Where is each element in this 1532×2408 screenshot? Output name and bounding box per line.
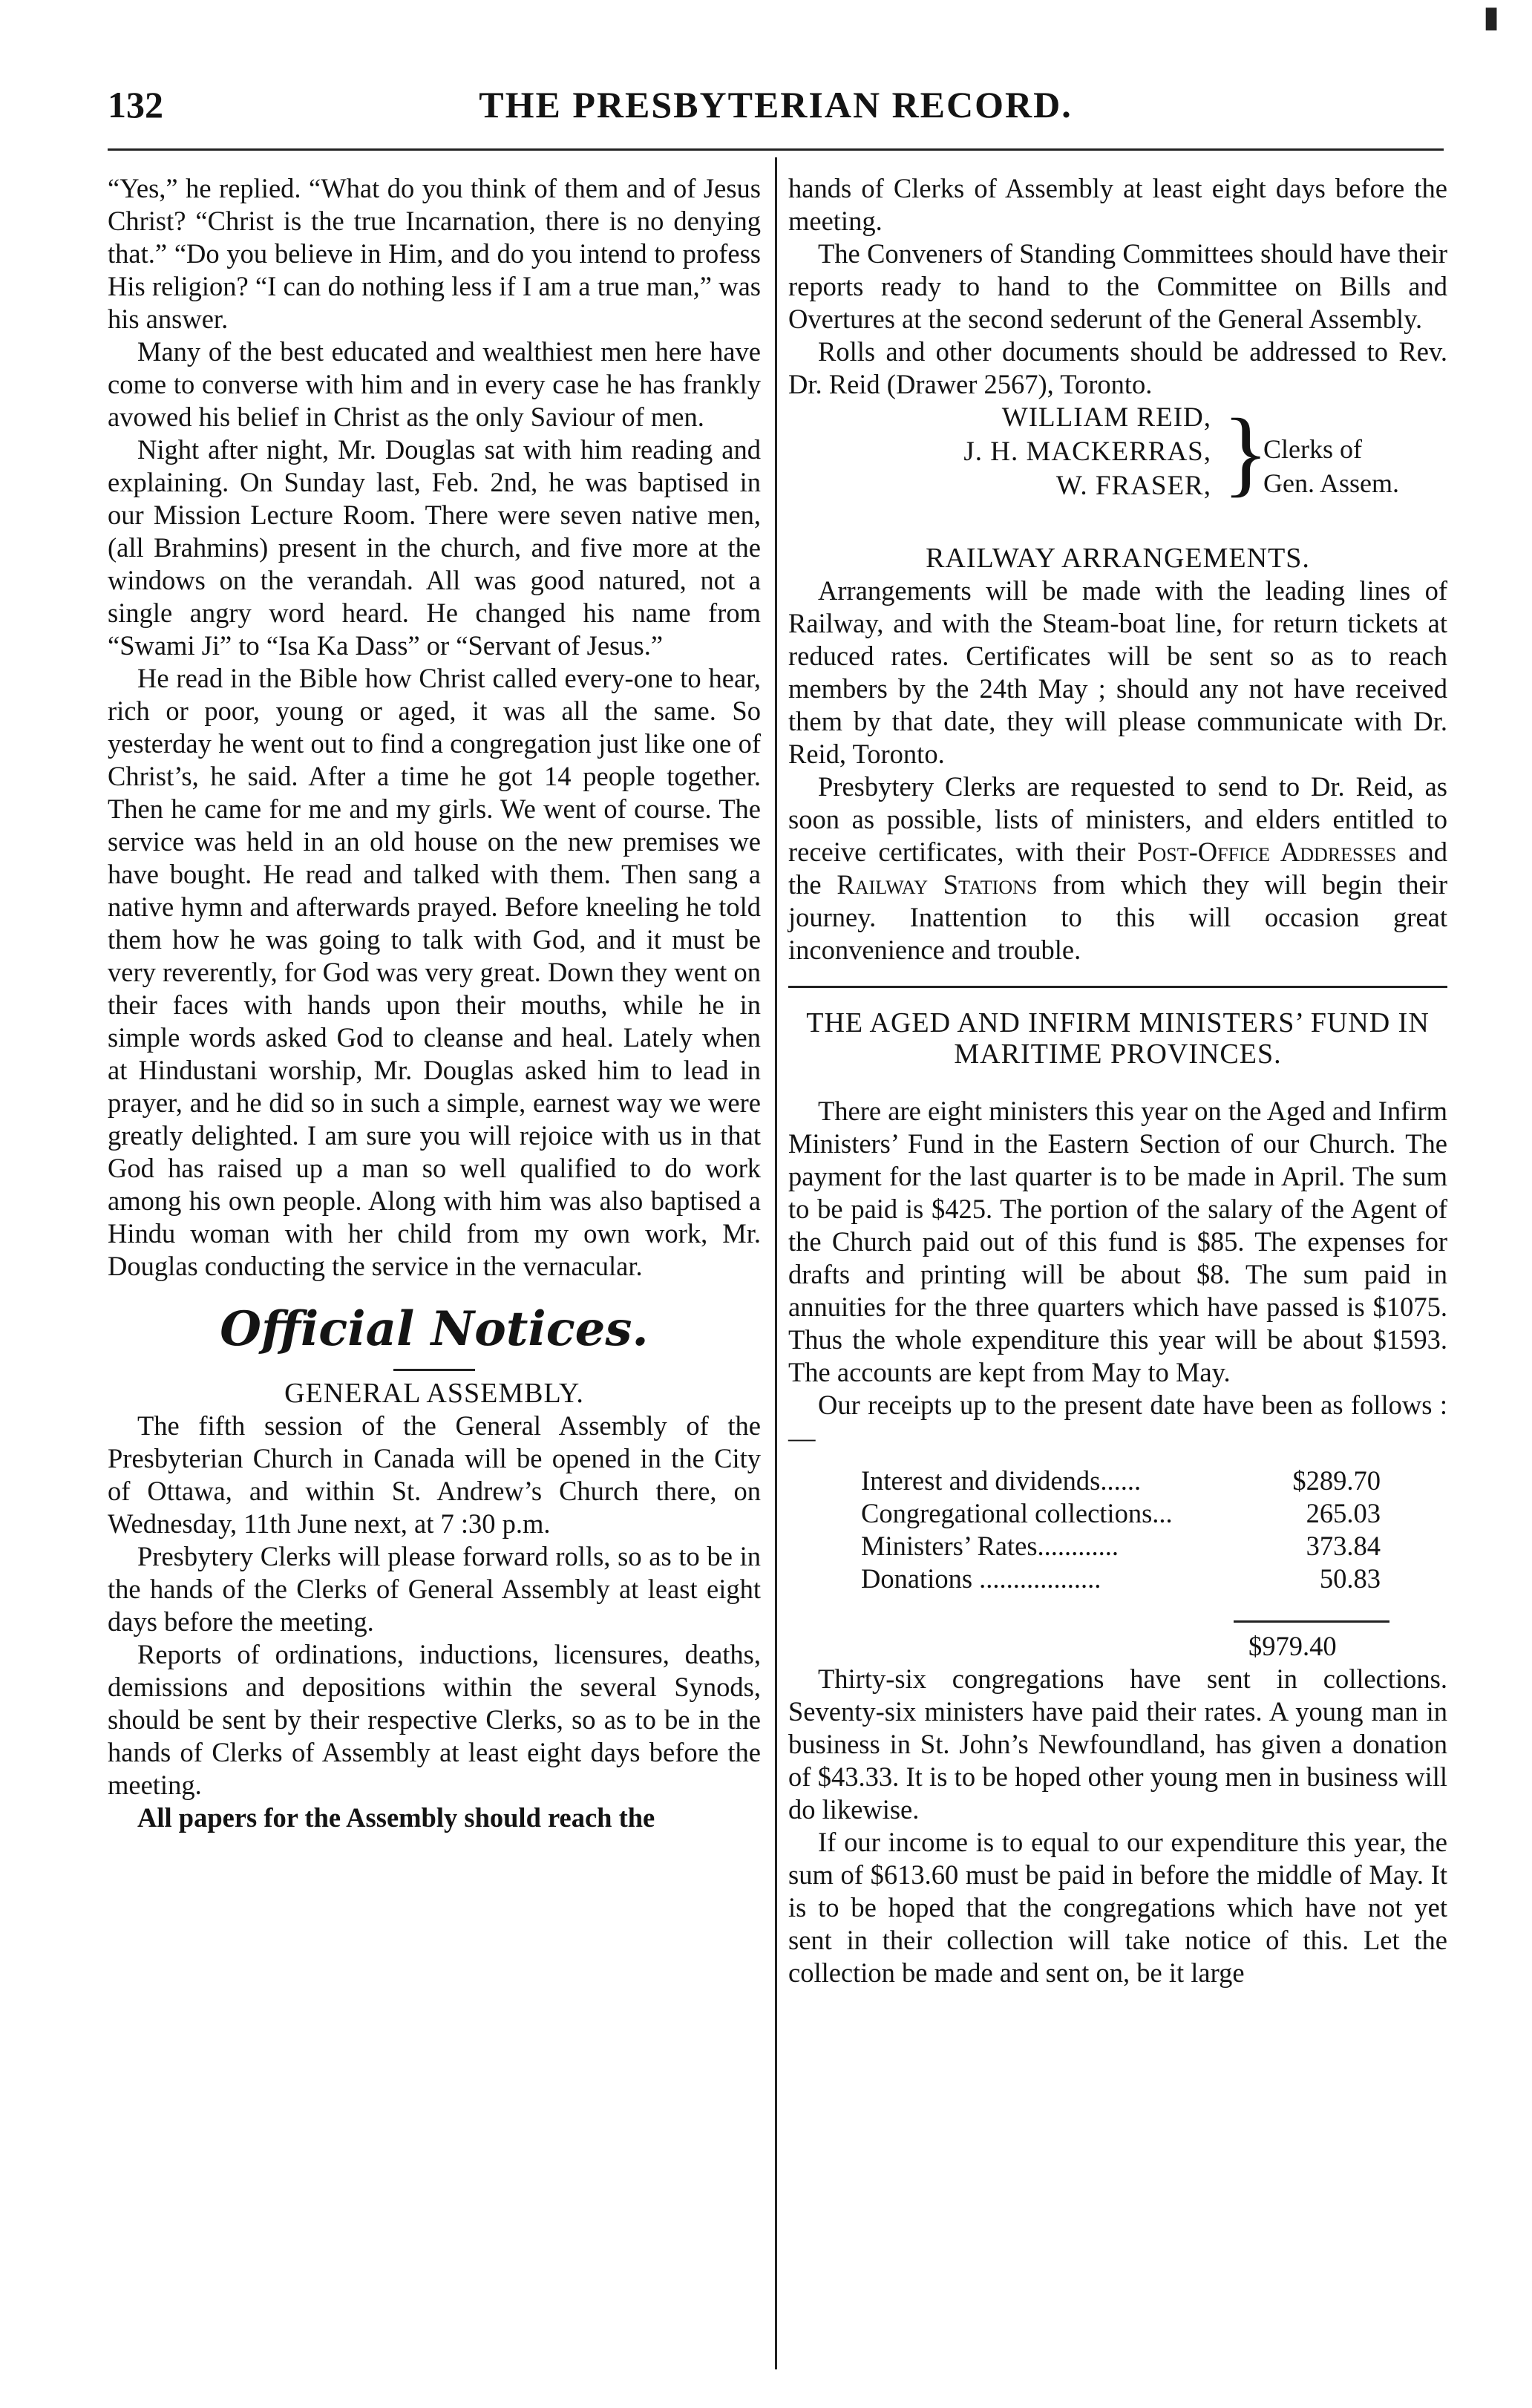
column-divider <box>775 157 777 2369</box>
text-run: Post-Office Addresses <box>1137 837 1397 867</box>
section-title: Official Notices. <box>220 1301 649 1357</box>
receipt-row <box>861 1563 1381 1595</box>
signatory-names <box>885 401 1211 503</box>
running-title: THE PRESBYTERIAN RECORD. <box>479 84 1073 125</box>
receipt-amount: 373.84 <box>1306 1531 1381 1561</box>
text-run: Railway Stations <box>837 869 1038 900</box>
paragraph: There are eight ministers this year on the Aged and Infirm Ministers’ Fund in the Eastern Section of our Church. The payment for the last quarter is to be made in April. The sum to be paid is $425. The portion of the salary of the Agent of the Church paid out of this fund is $85. The expenses for drafts and printing will be about $8. The sum paid in annuities for the three quarters which have passed is $1075. Thus the whole expenditure this year will be about $1593. The accounts are kept from May to May. <box>788 1096 1447 1387</box>
signature-block <box>788 401 1447 542</box>
paragraph: Rolls and other documents should be addressed to Rev. Dr. Reid (Drawer 2567), Toronto. <box>788 336 1447 399</box>
continuation-paragraph: hands of Clerks of Assembly at least eight days before the meeting. <box>788 173 1447 236</box>
receipt-row <box>861 1465 1381 1497</box>
title-rule <box>393 1369 475 1371</box>
text-run: Presbytery Clerks are requested to send to Dr. Reid, as soon as possible, lists of ministers, and elders entitled to receive certificates, with their <box>788 771 1447 867</box>
right-column <box>788 172 1447 1989</box>
role-line: Gen. Assem. <box>1263 468 1399 498</box>
page-header <box>108 83 1444 135</box>
page-number: 132 <box>108 84 163 125</box>
paragraph: Thirty-six congregations have sent in collections. Seventy-six ministers have paid their rates. A young man in business in St. John’s Newfoundland, has given a donation of $43.33. It is to be hoped other young men in business will do likewise. <box>788 1663 1447 1825</box>
text-run: from which they will begin their journey. Inattention to this will occasion great inconvenience and trouble. <box>788 869 1448 965</box>
paragraph: All papers for the Assembly should reach the <box>137 1802 655 1833</box>
receipt-amount: $289.70 <box>1292 1465 1381 1496</box>
paragraph: Night after night, Mr. Douglas sat with him reading and explaining. On Sunday last, Feb. 2nd, he was baptised in our Mission Lecture Room. There were seven native men, (all Brahmins) present in the church, and five more at the windows on the verandah. All was good natured, not a single angry word heard. He changed his name from “Swami Ji” to “Isa Ka Dass” or “Servant of Jesus.” <box>108 434 761 661</box>
signatory-name: W. FRASER, <box>1055 471 1211 501</box>
paragraph: Our receipts up to the present date have been as follows :— <box>788 1390 1447 1453</box>
role-line: Clerks of <box>1263 434 1362 464</box>
paragraph: The Conveners of Standing Committees should have their reports ready to hand to the Committee on Bills and Overtures at the second sederunt of the General Assembly. <box>788 238 1447 334</box>
page-edge-mark: ▮ <box>1483 0 1500 34</box>
paragraph: Many of the best educated and wealthiest men here have come to converse with him and in every case he has frankly avowed his belief in Christ as the only Saviour of men. <box>108 336 761 432</box>
receipt-amount: 265.03 <box>1306 1498 1381 1528</box>
signatory-name: J. H. MACKERRAS, <box>963 436 1211 467</box>
receipt-row <box>861 1530 1381 1563</box>
paragraph <box>788 771 1447 966</box>
paragraph: If our income is to equal to our expenditure this year, the sum of $613.60 must be paid in before the middle of May. It is to be hoped that the congregations which have not yet sent in their collection will take notice of this. Let the collection be made and sent on, be it large <box>788 1827 1447 1988</box>
signatory-name: WILLIAM REID, <box>1001 402 1211 433</box>
paragraph: Arrangements will be made with the leading lines of Railway, and with the Steam-boat line, for return tickets at reduced rates. Certificates will be sent so as to reach members by the 24th May ; should any not have received them by that date, they will please communicate with Dr. Reid, Toronto. <box>788 575 1447 769</box>
receipts-table <box>861 1465 1381 1595</box>
header-rule <box>108 148 1444 151</box>
railway-heading: RAILWAY ARRANGEMENTS. <box>926 543 1310 574</box>
receipt-label: Donations .................. <box>861 1563 1101 1594</box>
left-column <box>108 172 761 1834</box>
section-separator <box>788 986 1447 988</box>
paragraph: “Yes,” he replied. “What do you think of them and of Jesus Christ? “Christ is the true Incarnation, there is no denying that.” “Do you believe in Him, and do you intend to profess His religion? “I can do nothing less if I am a true man,” was his answer. <box>108 173 761 334</box>
receipt-row <box>861 1497 1381 1530</box>
paragraph: The fifth session of the General Assembly of the Presbyterian Church in Canada will be opened in the City of Ottawa, and within St. Andrew’s Church there, on Wednesday, 11th June next, at 7 :30 p.m. <box>108 1410 761 1539</box>
paragraph: Reports of ordinations, inductions, licensures, deaths, demissions and depositions within the several Synods, should be sent by their respective Clerks, so as to be in the hands of Clerks of Assembly at least eight days before the meeting. <box>108 1639 761 1800</box>
receipts-total: $979.40 <box>1248 1631 1337 1661</box>
brace-glyph: } <box>1222 399 1269 506</box>
paragraph: Presbytery Clerks will please forward rolls, so as to be in the hands of the Clerks of General Assembly at least eight days before the meeting. <box>108 1541 761 1637</box>
general-assembly-heading: GENERAL ASSEMBLY. <box>284 1378 584 1409</box>
receipt-label: Ministers’ Rates............ <box>861 1531 1119 1561</box>
total-rule <box>1234 1620 1389 1623</box>
aged-fund-heading: THE AGED AND INFIRM MINISTERS’ FUND IN MARITIME PROVINCES. <box>806 1007 1430 1070</box>
receipt-label: Interest and dividends...... <box>861 1465 1142 1496</box>
signatory-role <box>1263 432 1399 500</box>
text-run: and the <box>788 837 1448 900</box>
receipt-amount: 50.83 <box>1319 1563 1381 1594</box>
receipt-label: Congregational collections... <box>861 1498 1173 1528</box>
paragraph: He read in the Bible how Christ called every-one to hear, rich or poor, young or aged, it was all the same. So yesterday he went out to find a congregation just like one of Christ’s, he said. After a time he got 14 people together. Then he came for me and my girls. We went of course. The service was held in an old house on the new premises we have bought. He read and talked with them. Then sang a native hymn and afterwards prayed. Before kneeling he told them how he was going to talk with God, and it must be very reverently, for God was very great. Down they went on their faces with hands upon their mouths, while he in simple words asked God to cleanse and heal. Lately when at Hindustani worship, Mr. Douglas asked him to lead in prayer, and he did so in such a simple, earnest way we were greatly delighted. I am sure you will rejoice with us in that God has raised up a man so well qualified to do work among his own people. Along with him was also baptised a Hindu woman with her child from my own work, Mr. Douglas conducting the service in the vernacular. <box>108 663 761 1281</box>
